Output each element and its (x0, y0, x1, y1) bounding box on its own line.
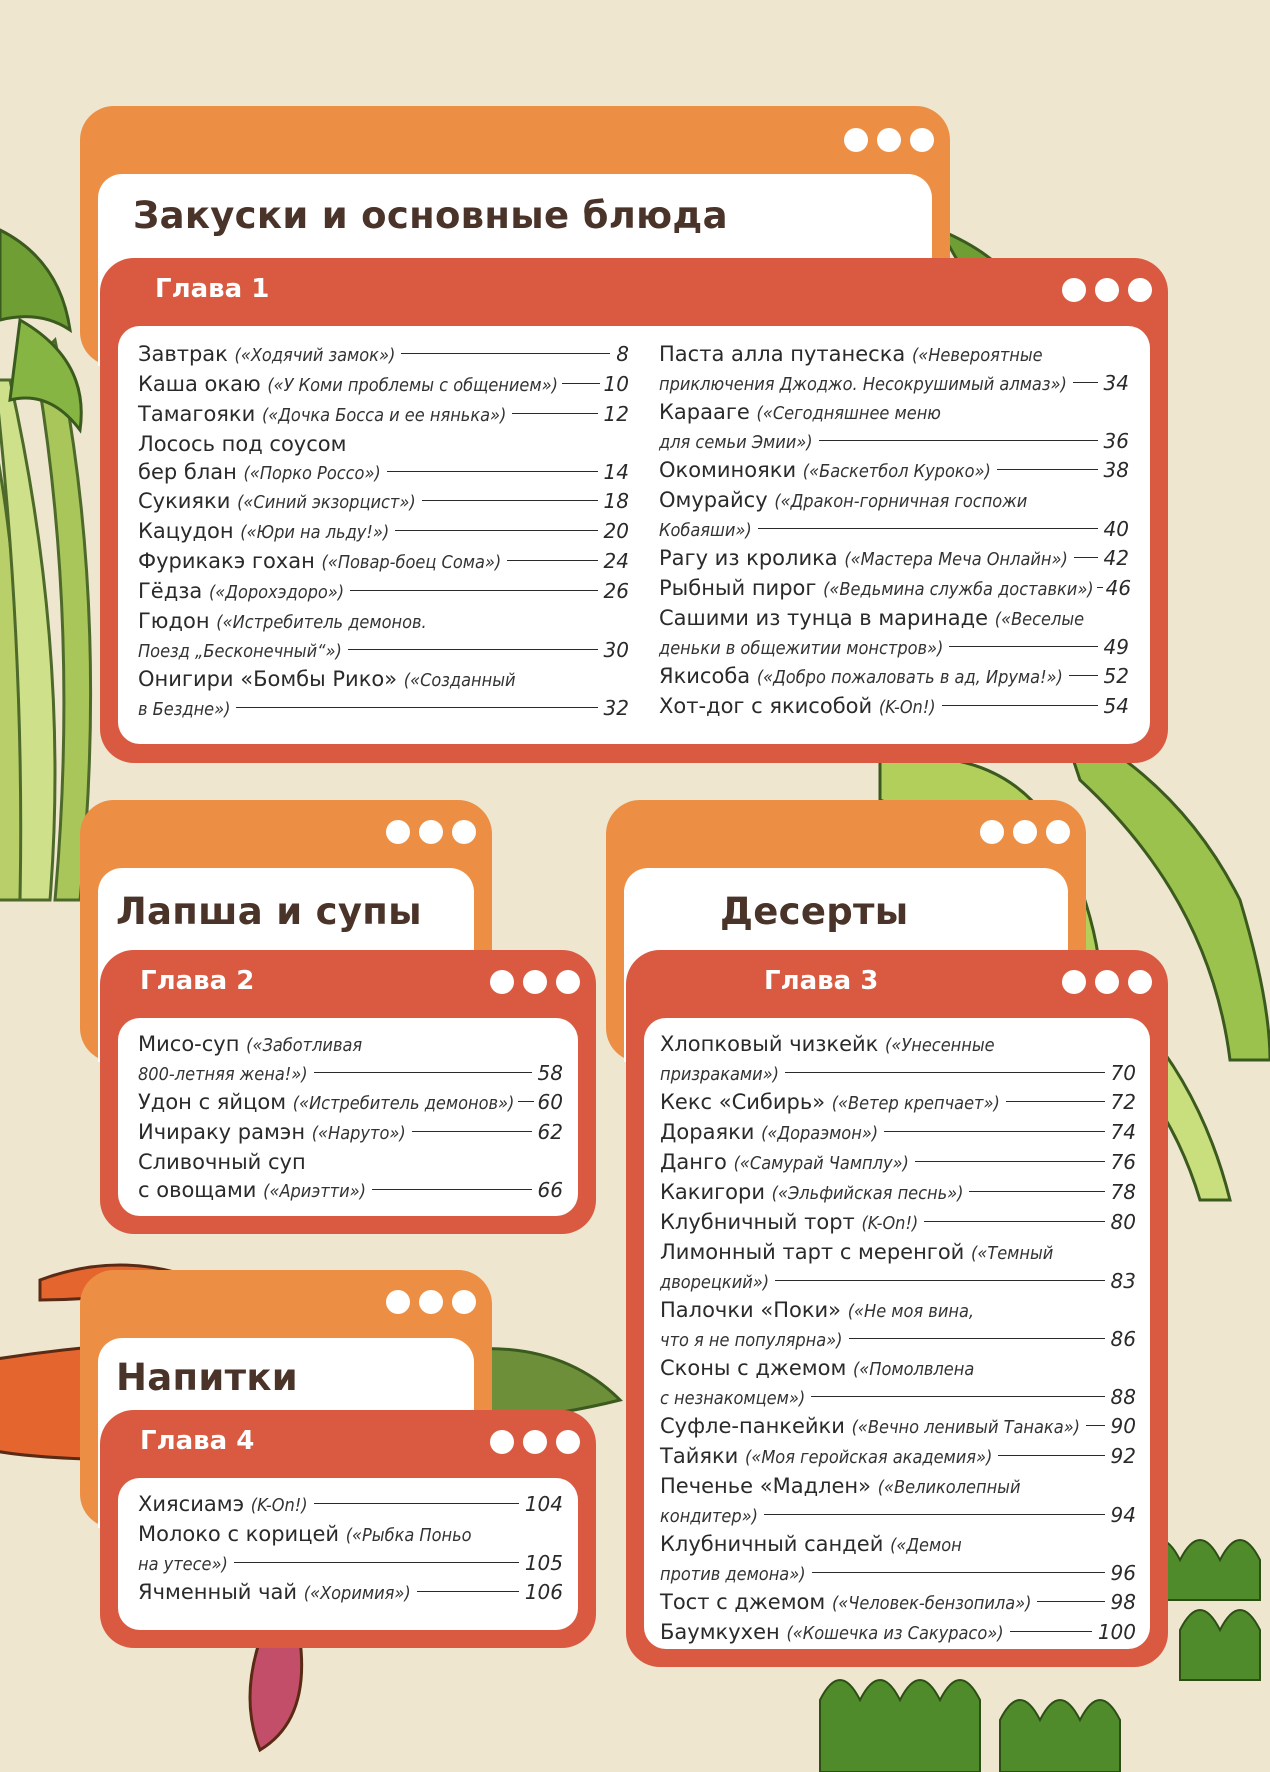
contents-entry[interactable]: Гёдза («Дорохэдоро») 26 (138, 579, 629, 603)
window-controls (490, 1430, 580, 1454)
chapter-panel (100, 1410, 596, 1648)
contents-entry[interactable]: Клубничный торт (K-On!) 80 (660, 1210, 1136, 1234)
contents-entry[interactable]: Онигири «Бомбы Рико» («Созданный в Бездне») 32 (138, 667, 629, 720)
section-title: Закуски и основные блюда (133, 194, 728, 237)
section-title: Лапша и супы (116, 890, 422, 933)
contents-entry[interactable]: Якисоба («Добро пожаловать в ад, Ирума!») 52 (659, 664, 1129, 688)
contents-entry[interactable]: Каша окаю («У Коми проблемы с общением») 10 (138, 372, 629, 396)
window-controls (1062, 278, 1152, 302)
window-controls (386, 1290, 476, 1314)
contents-entry[interactable]: Лосось под соусом бер блан («Порко Россо») 14 (138, 432, 629, 484)
contents-entry[interactable]: Какигори («Эльфийская песнь») 78 (660, 1180, 1136, 1204)
window-dot-icon (556, 970, 580, 994)
contents-entry[interactable]: Карааге («Сегодняшнее меню для семьи Эмии») 36 (659, 400, 1129, 453)
window-dot-icon (386, 820, 410, 844)
window-dot-icon (980, 820, 1004, 844)
contents-entry[interactable]: Хиясиамэ (K-On!) 104 (138, 1492, 563, 1516)
section-title: Десерты (720, 890, 909, 933)
window-dot-icon (386, 1290, 410, 1314)
window-controls (980, 820, 1070, 844)
chapter-label: Глава 4 (140, 1426, 255, 1456)
contents-list (118, 326, 1150, 744)
contents-column (138, 1490, 563, 1608)
window-dot-icon (1062, 970, 1086, 994)
window-dot-icon (556, 1430, 580, 1454)
contents-list (118, 1018, 578, 1216)
contents-entry[interactable]: Рыбный пирог («Ведьмина служба доставки») 46 (659, 576, 1132, 600)
window-controls (490, 970, 580, 994)
window-dot-icon (1128, 970, 1152, 994)
contents-entry[interactable]: Хот-дог с якисобой (K-On!) 54 (659, 694, 1129, 718)
chapter-label: Глава 2 (140, 966, 255, 996)
contents-entry[interactable]: Клубничный сандей («Демон против демона») 96 (660, 1532, 1136, 1585)
contents-entry[interactable]: Удон с яйцом («Истребитель демонов») 60 (138, 1090, 563, 1114)
contents-entry[interactable]: Омурайсу («Дракон-горничная госпожи Кобаяши») 40 (659, 488, 1129, 541)
contents-entry[interactable]: Сашими из тунца в маринаде («Веселые деньки в общежитии монстров») 49 (659, 606, 1129, 659)
contents-entry[interactable]: Дораяки («Дораэмон») 74 (660, 1120, 1136, 1144)
contents-entry[interactable]: Сконы с джемом («Помолвлена с незнакомцем») 88 (660, 1356, 1136, 1409)
contents-entry[interactable]: Ячменный чай («Хоримия») 106 (138, 1580, 563, 1604)
contents-entry[interactable]: Тамагояки («Дочка Босса и ее нянька») 12 (138, 402, 629, 426)
contents-entry[interactable]: Тайяки («Моя геройская академия») 92 (660, 1444, 1136, 1468)
contents-entry[interactable]: Рагу из кролика («Мастера Меча Онлайн») 42 (659, 546, 1129, 570)
chapter-label: Глава 1 (155, 274, 270, 304)
window-dot-icon (910, 128, 934, 152)
window-dot-icon (419, 820, 443, 844)
window-controls (844, 128, 934, 152)
window-dot-icon (1095, 970, 1119, 994)
window-dot-icon (877, 128, 901, 152)
window-dot-icon (1046, 820, 1070, 844)
window-controls (1062, 970, 1152, 994)
window-dot-icon (490, 970, 514, 994)
chapter-label: Глава 3 (764, 966, 879, 996)
contents-entry[interactable]: Данго («Самурай Чамплу») 76 (660, 1150, 1136, 1174)
contents-entry[interactable]: Молоко с корицей («Рыбка Поньо на утесе») 105 (138, 1522, 563, 1575)
window-dot-icon (452, 1290, 476, 1314)
contents-column-right (659, 340, 1132, 722)
contents-entry[interactable]: Фурикакэ гохан («Повар-боец Сома») 24 (138, 549, 629, 573)
contents-entry[interactable]: Сукияки («Синий экзорцист») 18 (138, 489, 629, 513)
contents-entry[interactable]: Мисо-суп («Заботливая 800-летняя жена!») 58 (138, 1032, 563, 1085)
window-dot-icon (1013, 820, 1037, 844)
contents-entry[interactable]: Ичираку рамэн («Наруто») 62 (138, 1120, 563, 1144)
contents-entry[interactable]: Кекс «Сибирь» («Ветер крепчает») 72 (660, 1090, 1136, 1114)
contents-entry[interactable]: Окоминояки («Баскетбол Куроко») 38 (659, 458, 1129, 482)
window-dot-icon (1128, 278, 1152, 302)
chapter-panel (100, 258, 1168, 763)
window-dot-icon (452, 820, 476, 844)
chapter-panel (100, 950, 596, 1234)
contents-list (644, 1018, 1150, 1649)
contents-column (660, 1030, 1136, 1648)
contents-entry[interactable]: Кацудон («Юри на льду!») 20 (138, 519, 629, 543)
window-dot-icon (523, 1430, 547, 1454)
contents-entry[interactable]: Паста алла путанеска («Невероятные приключения Джоджо. Несокрушимый алмаз») 34 (659, 342, 1129, 395)
contents-entry[interactable]: Сливочный суп с овощами («Ариэтти») 66 (138, 1150, 563, 1202)
contents-entry[interactable]: Лимонный тарт с меренгой («Темный дворецкий») 83 (660, 1240, 1136, 1293)
contents-list (118, 1478, 578, 1630)
contents-entry[interactable]: Суфле-панкейки («Вечно ленивый Танака») 90 (660, 1414, 1136, 1438)
contents-entry[interactable]: Гюдон («Истребитель демонов. Поезд „Бесконечный“») 30 (138, 609, 629, 662)
celery-illustration (0, 230, 91, 900)
contents-entry[interactable]: Баумкухен («Кошечка из Сакурасо») 100 (660, 1620, 1136, 1644)
window-dot-icon (1062, 278, 1086, 302)
window-dot-icon (844, 128, 868, 152)
contents-column (138, 1030, 563, 1205)
window-dot-icon (1095, 278, 1119, 302)
chapter-panel (626, 950, 1168, 1667)
section-title: Напитки (116, 1356, 299, 1399)
window-dot-icon (523, 970, 547, 994)
window-controls (386, 820, 476, 844)
contents-entry[interactable]: Палочки «Поки» («Не моя вина, что я не популярна») 86 (660, 1298, 1136, 1351)
contents-entry[interactable]: Печенье «Мадлен» («Великолепный кондитер») 94 (660, 1474, 1136, 1527)
window-dot-icon (419, 1290, 443, 1314)
contents-column-left (138, 340, 629, 723)
window-dot-icon (490, 1430, 514, 1454)
contents-entry[interactable]: Тост с джемом («Человек-бензопила») 98 (660, 1590, 1136, 1614)
contents-entry[interactable]: Хлопковый чизкейк («Унесенные призраками») 70 (660, 1032, 1136, 1085)
contents-entry[interactable]: Завтрак («Ходячий замок») 8 (138, 342, 629, 366)
